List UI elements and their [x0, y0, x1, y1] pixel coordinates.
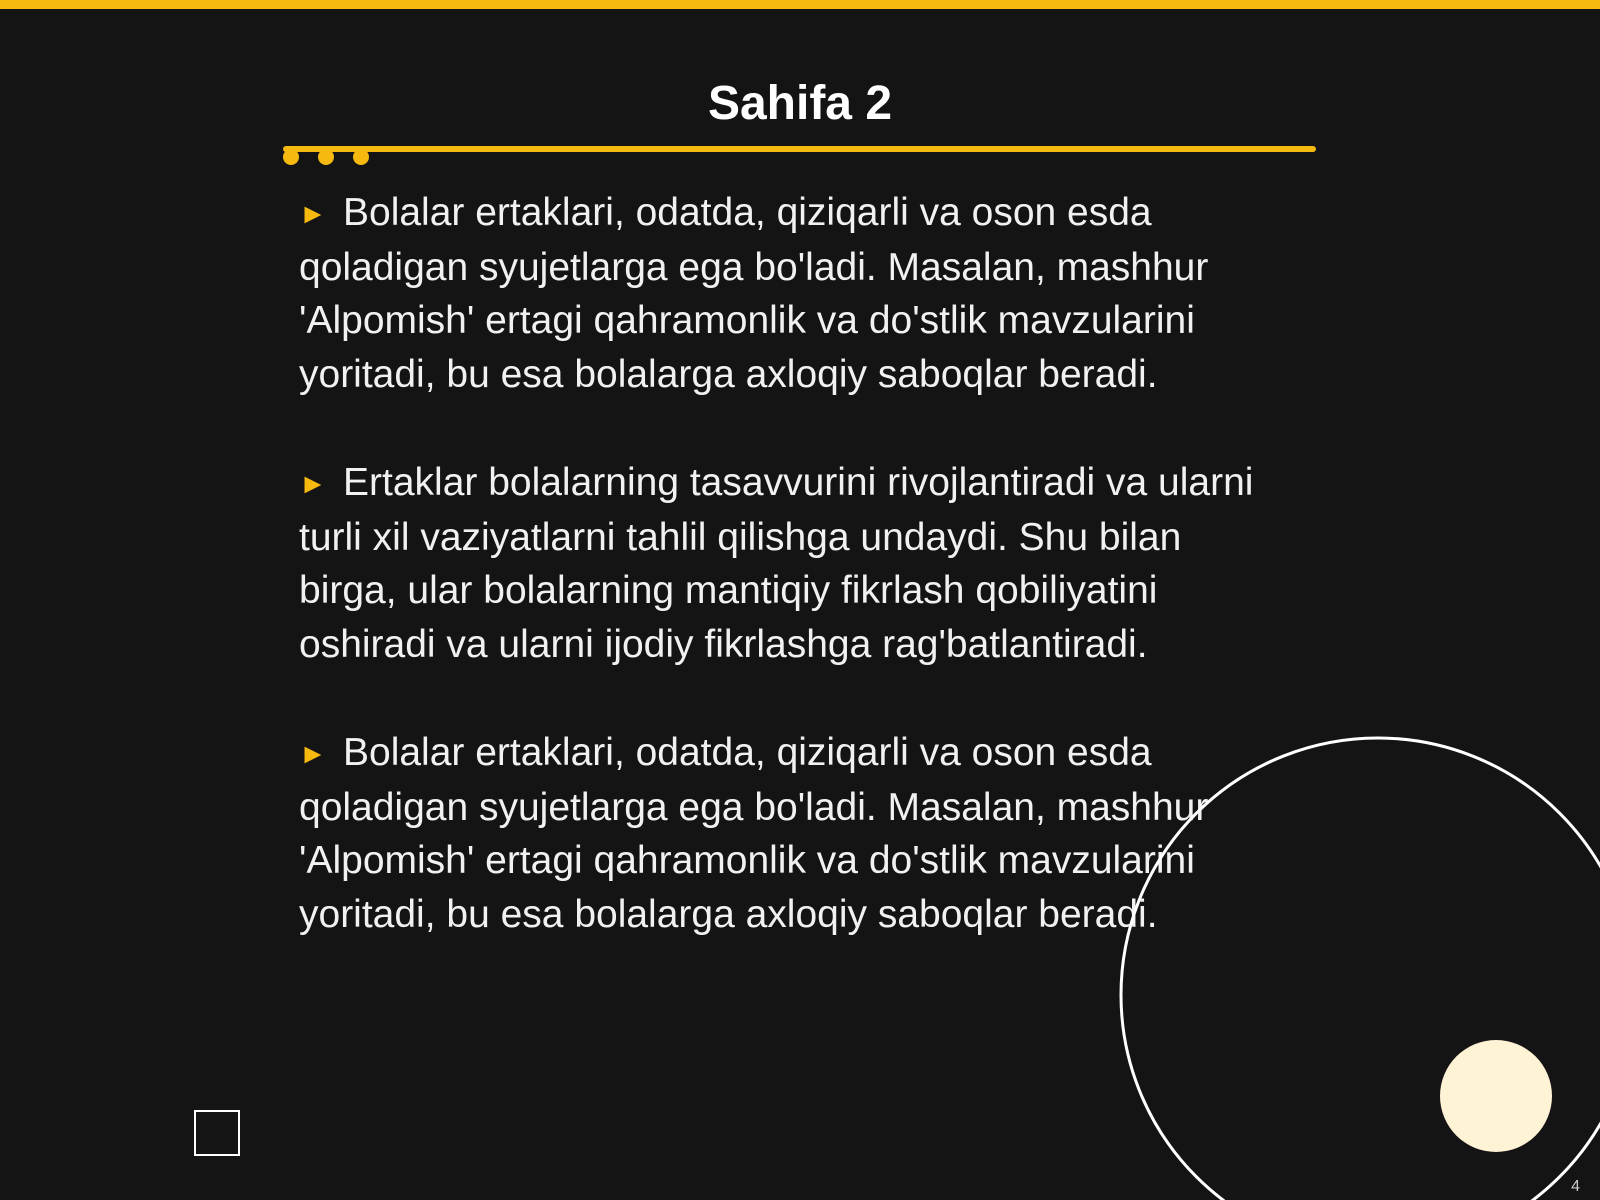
- bullet-arrow-icon: ►: [299, 738, 327, 769]
- page-number: 4: [1571, 1178, 1580, 1195]
- bullet-text: Bolalar ertaklari, odatda, qiziqarli va oson esda qoladigan syujetlarga ega bo'ladi. Masalan, mashhur 'Alpomish' ertagi qahramonlik va do'stlik mavzularini yoritadi, bu esa bolalarga axloqiy saboqlar beradi.: [299, 731, 1209, 936]
- corner-square-outline: [194, 1110, 240, 1156]
- bullet-text: Ertaklar bolalarning tasavvurini rivojlantiradi va ularni turli xil vaziyatlarni tahlil qilishga undaydi. Shu bilan birga, ular bolalarning mantiqiy fikrlash qobiliyatini oshiradi va ularni ijodiy fikrlashga rag'batlantiradi.: [299, 461, 1254, 666]
- bullet-text: Bolalar ertaklari, odatda, qiziqarli va oson esda qoladigan syujetlarga ega bo'ladi. Masalan, mashhur 'Alpomish' ertagi qahramonlik va do'stlik mavzularini yoritadi, bu esa bolalarga axloqiy saboqlar beradi.: [299, 191, 1209, 396]
- bullet-arrow-icon: ►: [299, 198, 327, 229]
- slide-title: Sahifa 2: [707, 77, 893, 130]
- bullet-arrow-icon: ►: [299, 468, 327, 499]
- small-filled-circle: [1440, 1040, 1552, 1152]
